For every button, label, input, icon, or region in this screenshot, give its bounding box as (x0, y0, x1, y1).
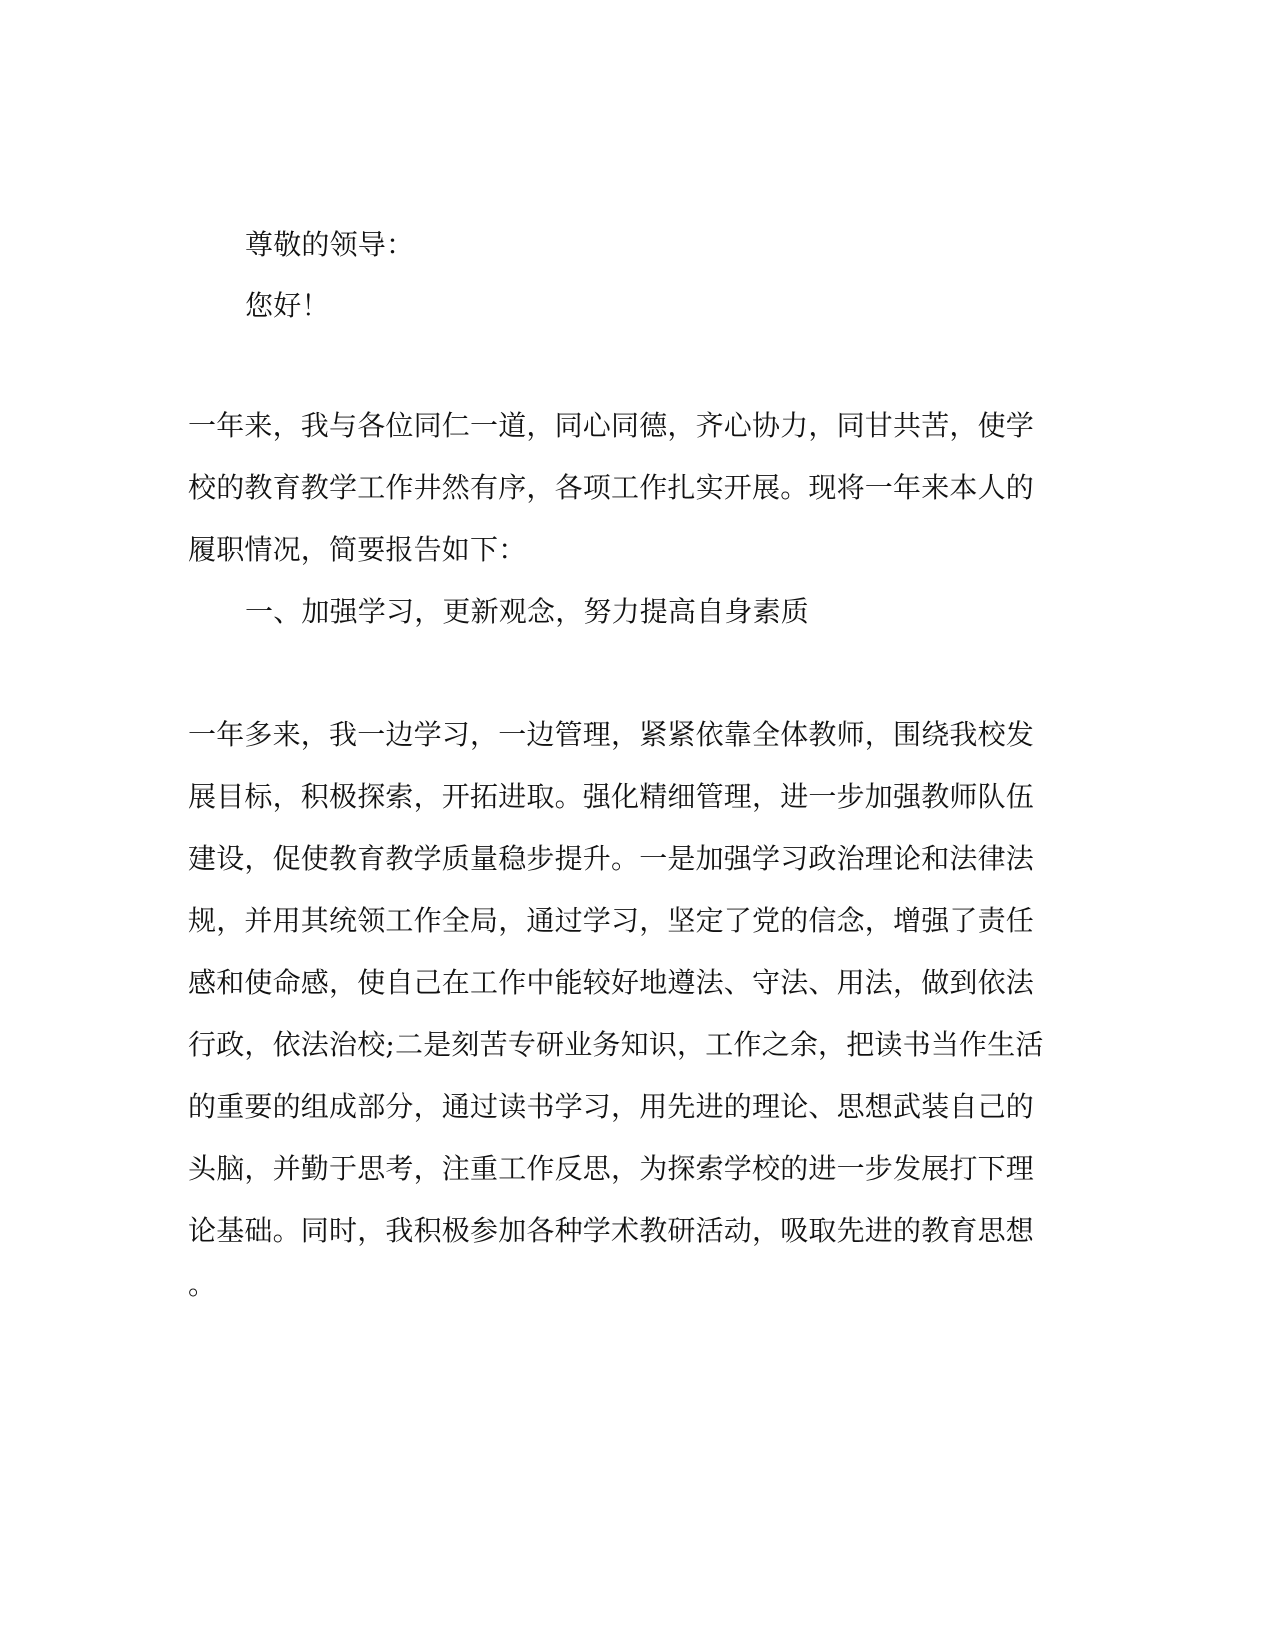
paragraph-line: 行政，依法治校;二是刻苦专研业务知识，工作之余，把读书当作生活 (188, 1028, 1044, 1061)
paragraph-line: 一年多来，我一边学习，一边管理，紧紧依靠全体教师，围绕我校发 (188, 718, 1035, 751)
section-heading: 一、加强学习，更新观念，努力提高自身素质 (245, 595, 810, 628)
paragraph-line: 的重要的组成部分，通过读书学习，用先进的理论、思想武装自己的 (188, 1090, 1035, 1123)
paragraph-line: 头脑，并勤于思考，注重工作反思，为探索学校的进一步发展打下理 (188, 1152, 1035, 1185)
paragraph-line: 建设，促使教育教学质量稳步提升。一是加强学习政治理论和法律法 (188, 842, 1035, 875)
paragraph-line: 一年来，我与各位同仁一道，同心同德，齐心协力，同甘共苦，使学 (188, 409, 1035, 442)
paragraph-line: 校的教育教学工作井然有序，各项工作扎实开展。现将一年来本人的 (188, 471, 1035, 504)
paragraph-line: 感和使命感，使自己在工作中能较好地遵法、守法、用法，做到依法 (188, 966, 1035, 999)
paragraph-line: 展目标，积极探索，开拓进取。强化精细管理，进一步加强教师队伍 (188, 780, 1035, 813)
paragraph-line: 规，并用其统领工作全局，通过学习，坚定了党的信念，增强了责任 (188, 904, 1035, 937)
paragraph-line: 。 (188, 1268, 217, 1301)
paragraph-line: 论基础。同时，我积极参加各种学术教研活动，吸取先进的教育思想 (188, 1214, 1035, 1247)
paragraph-line: 履职情况，简要报告如下： (188, 533, 527, 566)
greeting: 您好！ (245, 289, 330, 322)
salutation: 尊敬的领导： (245, 228, 415, 261)
